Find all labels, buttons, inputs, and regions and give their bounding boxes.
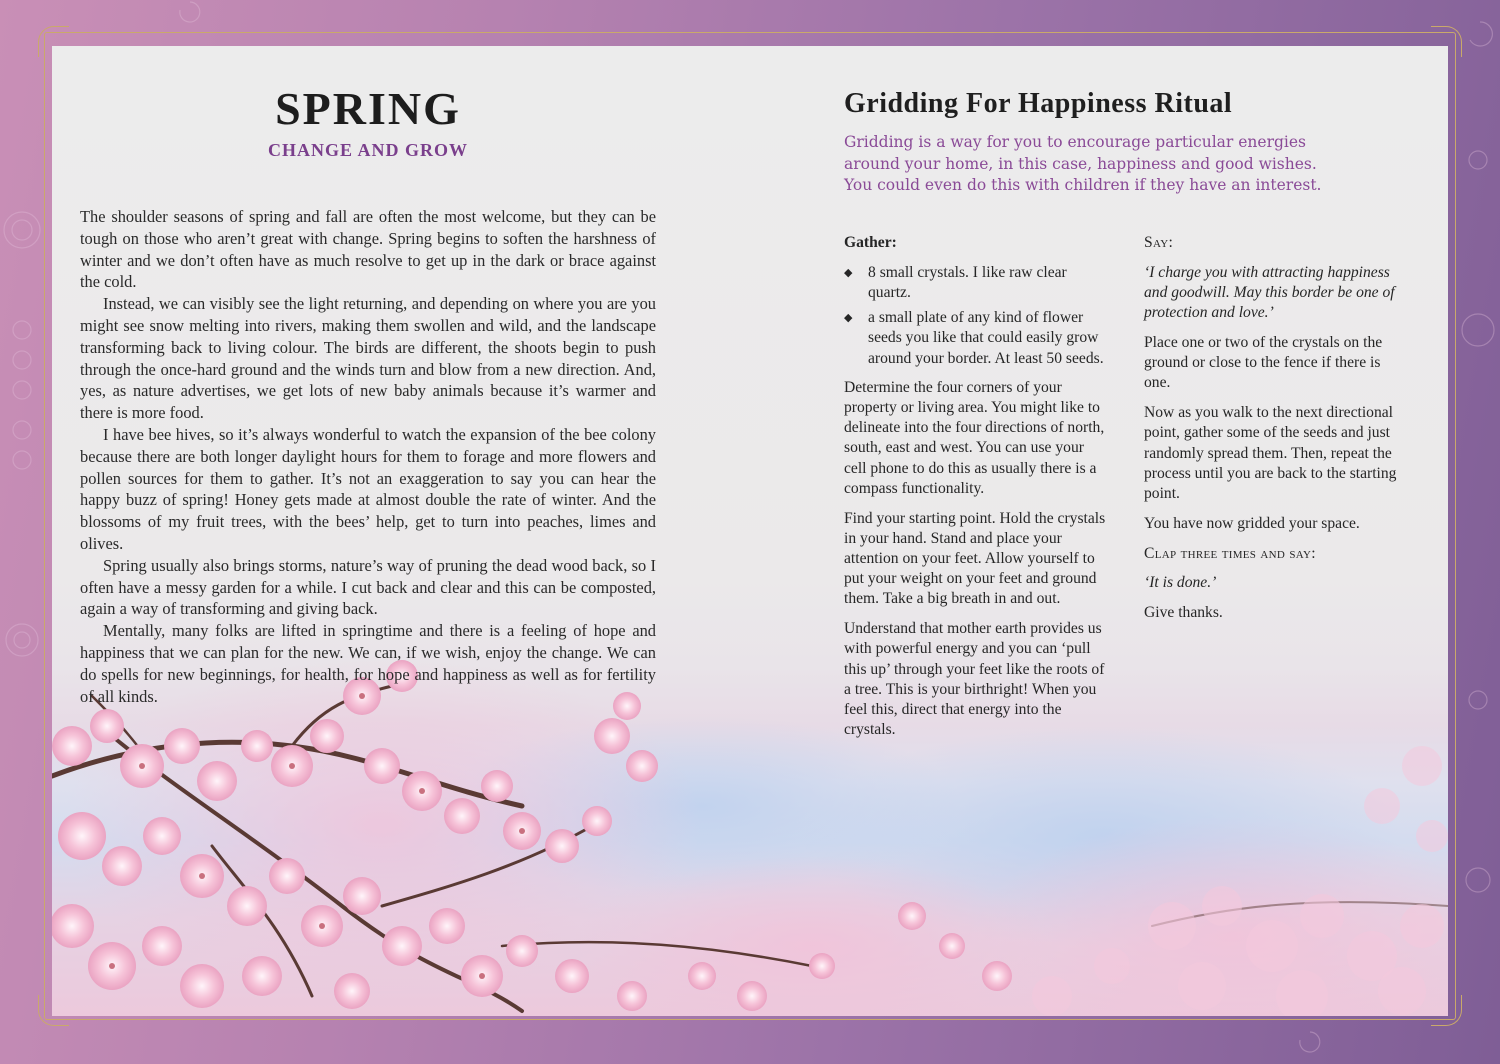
- book-spread: [52, 46, 1448, 1016]
- left-body-text: [80, 206, 656, 707]
- page-subtitle: CHANGE AND GROW: [267, 140, 468, 160]
- ritual-column-left: [844, 233, 1106, 750]
- body-paragraph: Mentally, many folks are lifted in springtime and there is a feeling of hope and happiness that we can plan for the new. We can, if we wish, enjoy the change. We can do spells for new beginnings, for health, for hope and happiness as well as for fertility of all kinds.: [80, 621, 656, 706]
- ritual-step: Place one or two of the crystals on the ground or close to the fence if there is one.: [1144, 334, 1383, 392]
- ritual-step: Find your starting point. Hold the crystals in your hand. Stand and place your attention on your feet. Allow yourself to put your weight on your feet and ground them. Take a big breath in and out.: [844, 509, 1106, 608]
- gather-heading: Gather:: [844, 234, 897, 251]
- list-item: [844, 308, 1106, 369]
- ritual-title: Gridding For Happiness Ritual: [844, 88, 1233, 119]
- gather-list: [844, 263, 1106, 369]
- clap-label: Clap three times and say:: [1144, 544, 1316, 562]
- ritual-step: You have now gridded your space.: [1144, 514, 1360, 532]
- ritual-column-right: [1144, 233, 1406, 633]
- body-paragraph: I have bee hives, so it’s always wonderful to watch the expansion of the bee colony because there are both longer daylight hours for them to forage and more flowers and pollen sources for them to gather. It’s not an exaggeration to say you can hear the happy buzz of spring! Honey gets made at almost double the rate of winter. And the blossoms of my fruit trees, with the bees’ help, get to turn into peaches, limes and olives.: [80, 424, 656, 553]
- closing-phrase: ‘It is done.’: [1144, 574, 1217, 592]
- diamond-bullet-icon: ◆: [844, 312, 853, 325]
- ritual-step: Determine the four corners of your property or living area. You might like to delineate into the four directions of north, south, east and west. You can use your cell phone to do this as usually there is a compass functionality.: [844, 378, 1105, 497]
- incantation: ‘I charge you with attracting happiness and goodwill. May this border be one of protection and love.’: [1144, 263, 1395, 322]
- list-item: [844, 263, 1106, 303]
- gather-item-text: 8 small crystals. I like raw clear quartz.: [868, 263, 1067, 301]
- gather-item-text: a small plate of any kind of flower seeds you like that could easily grow around your border. At least 50 seeds.: [868, 309, 1104, 367]
- body-paragraph: Instead, we can visibly see the light returning, and depending on where you are you might see snow melting into rivers, making them swollen and wild, and the landscape transforming back to living colour. The birds are different, the shoots begin to push through the once-hard ground and the winds turn and blow from a new direction. And, yes, as nature advertises, we get lots of new baby animals because it’s warmer and there is more food.: [80, 294, 656, 423]
- body-paragraph: Spring usually also brings storms, nature’s way of pruning the dead wood back, so I often have a messy garden for a while. I cut back and clear and this can be composted, again a way of transforming and giving back.: [80, 555, 656, 619]
- body-paragraph: The shoulder seasons of spring and fall are often the most welcome, but they can be tough on those who aren’t great with change. Spring begins to soften the harshness of winter and we don’t often have as much resolve to get up in the dark or brace against the cold.: [80, 207, 656, 292]
- final-step: Give thanks.: [1144, 604, 1223, 622]
- ritual-step: Now as you walk to the next directional point, gather some of the seeds and just randomly spread them. Then, repeat the process until you are back to the starting point.: [1144, 404, 1397, 503]
- ritual-intro: Gridding is a way for you to encourage particular energies around your home, in this case, happiness and good wishes. You could even do this with children if they have an interest.: [844, 133, 1322, 194]
- diamond-bullet-icon: ◆: [844, 266, 853, 279]
- page-title: SPRING: [275, 83, 461, 134]
- ritual-step: Understand that mother earth provides us with powerful energy and you can ‘pull this up’ through your feet like the roots of a tree. This is your birthright! When you feel this, direct that energy into the crystals.: [844, 620, 1105, 739]
- say-label: Say:: [1144, 234, 1174, 251]
